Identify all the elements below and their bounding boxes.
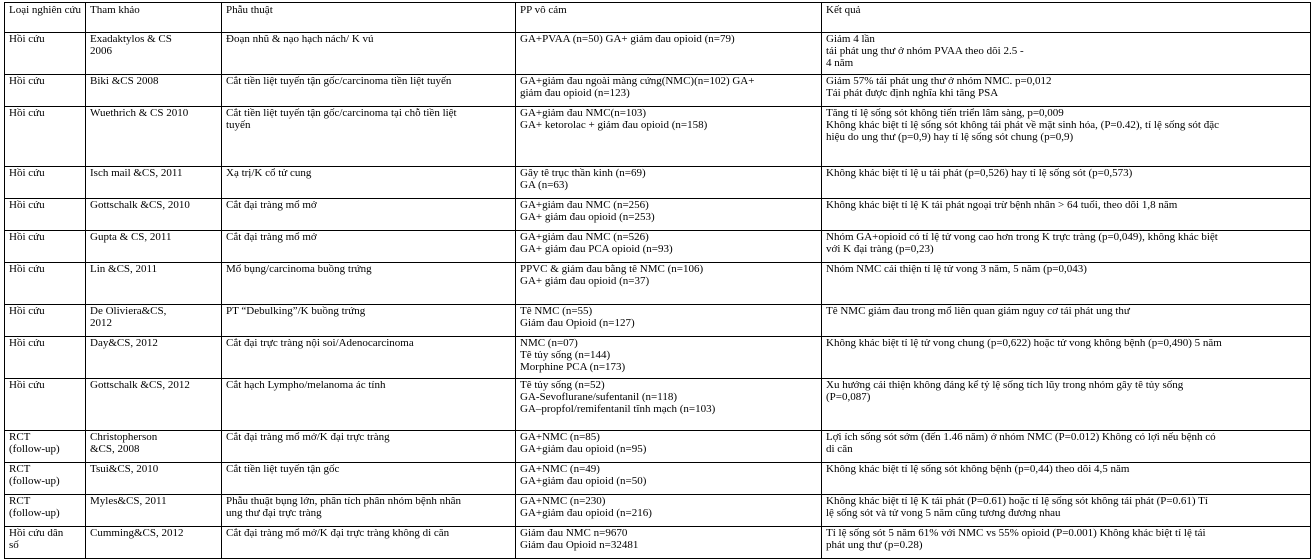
cell-anesthesia [516,167,822,199]
cell-anesthesia-line: GA+giảm đau NMC (n=256) [520,199,649,211]
cell-surgery-line: Cắt đại tràng mổ mở/K đại trực tràng [226,431,390,443]
cell-study-type-line: Hồi cứu [9,231,45,243]
cell-reference-line: Gupta & CS, 2011 [90,231,172,243]
cell-result [822,199,1311,231]
cell-result-line: Giảm 4 lần [826,33,875,45]
cell-study-type-line: Hồi cứu [9,263,45,275]
cell-result-line: Không khác biệt tỉ lệ u tái phát (p=0,526) hay tỉ lệ sống sót (p=0,573) [826,167,1133,179]
cell-study-type [5,495,86,527]
cell-reference [86,231,222,263]
cell-anesthesia [516,75,822,107]
cell-surgery [222,231,516,263]
cell-result [822,379,1311,431]
cell-anesthesia-line: GA+NMC (n=230) [520,495,606,507]
table-row [5,337,1311,379]
cell-surgery-line: Mổ bụng/carcinoma buồng trứng [226,263,372,275]
table-row [5,199,1311,231]
cell-anesthesia [516,199,822,231]
cell-anesthesia-line: GA+giảm đau ngoài màng cứng(NMC)(n=102) GA+ [520,75,755,87]
cell-surgery [222,337,516,379]
cell-anesthesia [516,527,822,559]
cell-study-type [5,379,86,431]
cell-anesthesia [516,495,822,527]
cell-study-type-line: số [9,539,19,551]
cell-anesthesia-line: Tê NMC (n=55) [520,305,593,317]
cell-anesthesia-line: GA+giảm đau opioid (n=216) [520,507,652,519]
cell-anesthesia-line: GA+ giảm đau opioid (n=253) [520,211,655,223]
cell-anesthesia-line: GA-Sevoflurane/sufentanil (n=118) [520,391,678,403]
cell-study-type [5,305,86,337]
header-anesthesia: PP vô cảm [516,3,822,33]
cell-study-type [5,33,86,75]
cell-result-line: Tê NMC giảm đau trong mổ liên quan giảm nguy cơ tái phát ung thư [826,305,1130,317]
cell-anesthesia-line: GA+NMC (n=49) [520,463,600,475]
cell-anesthesia-line: Giảm đau NMC n=9670 [520,527,628,539]
cell-anesthesia [516,263,822,305]
cell-study-type [5,167,86,199]
cell-result-line: với K đại tràng (p=0,23) [826,243,934,255]
cell-study-type-line: Hồi cứu [9,305,45,317]
table-row [5,495,1311,527]
cell-result [822,33,1311,75]
table-row [5,463,1311,495]
cell-study-type-line: Hồi cứu [9,107,45,119]
cell-result [822,463,1311,495]
cell-result-line: Không khác biệt tỉ lệ K tái phát (P=0.61) hoặc tỉ lệ sống sót không tái phát (P=0.61) Tỉ [826,495,1208,507]
cell-reference [86,305,222,337]
cell-result [822,263,1311,305]
cell-anesthesia-line: GA+NMC (n=85) [520,431,600,443]
table-row [5,305,1311,337]
cell-result-line: Không khác biệt tỉ lệ K tái phát ngoại trừ bệnh nhân > 64 tuổi, theo dõi 1,8 năm [826,199,1178,211]
study-table [4,2,1311,559]
cell-result-line: Nhóm GA+opioid có tỉ lệ tử vong cao hơn trong K trực tràng (p=0,049), không khác biệt [826,231,1218,243]
cell-result-line: Giảm 57% tái phát ung thư ở nhóm NMC. p=0,012 [826,75,1052,87]
cell-surgery [222,495,516,527]
cell-surgery [222,199,516,231]
table-row [5,263,1311,305]
cell-result-line: tái phát ung thư ở nhóm PVAA theo dõi 2.5 - [826,45,1024,57]
cell-anesthesia-line: GA+ giảm đau PCA opioid (n=93) [520,243,673,255]
table-row [5,107,1311,167]
table-row [5,431,1311,463]
cell-reference-line: Gottschalk &CS, 2010 [90,199,190,211]
cell-anesthesia [516,337,822,379]
cell-surgery [222,431,516,463]
cell-anesthesia-line: PPVC & giảm đau bằng tê NMC (n=106) [520,263,704,275]
cell-reference-line: Tsui&CS, 2010 [90,463,159,475]
cell-anesthesia [516,379,822,431]
cell-reference-line: Isch mail &CS, 2011 [90,167,183,179]
cell-reference-line: Day&CS, 2012 [90,337,158,349]
cell-study-type [5,75,86,107]
cell-anesthesia [516,305,822,337]
cell-reference-line: &CS, 2008 [90,443,140,455]
cell-result [822,527,1311,559]
header-result: Kết quả [822,3,1311,33]
cell-surgery-line: Cắt tiền liệt tuyến tận gốc/carcinoma tiền liệt tuyến [226,75,452,87]
cell-result-line: hiệu do ung thư (p=0,9) hay tỉ lệ sống sót chung (p=0,9) [826,131,1074,143]
cell-reference-line: Biki &CS 2008 [90,75,159,87]
table-row [5,527,1311,559]
cell-study-type-line: (follow-up) [9,507,60,519]
cell-study-type [5,463,86,495]
cell-study-type [5,263,86,305]
cell-result [822,337,1311,379]
cell-surgery [222,305,516,337]
cell-surgery-line: Đoạn nhũ & nạo hạch nách/ K vú [226,33,374,45]
cell-reference-line: Cumming&CS, 2012 [90,527,184,539]
cell-anesthesia [516,431,822,463]
cell-reference [86,337,222,379]
cell-study-type [5,431,86,463]
cell-result-line: lệ sống sót và tử vong 5 năm cũng tương đương nhau [826,507,1061,519]
cell-reference-line: Wuethrich & CS 2010 [90,107,189,119]
table-row [5,75,1311,107]
cell-surgery-line: Cắt hạch Lympho/melanoma ác tính [226,379,386,391]
cell-study-type-line: Hồi cứu [9,199,45,211]
cell-result [822,75,1311,107]
cell-reference [86,75,222,107]
cell-surgery [222,107,516,167]
cell-result-line: Tái phát được định nghĩa khi tăng PSA [826,87,999,99]
cell-anesthesia [516,231,822,263]
header-reference: Tham khảo [86,3,222,33]
cell-anesthesia-line: GA+giảm đau opioid (n=95) [520,443,647,455]
cell-surgery-line: PT “Debulking”/K buồng trứng [226,305,366,317]
cell-study-type-line: RCT [9,495,31,507]
cell-anesthesia-line: Morphine PCA (n=173) [520,361,626,373]
cell-anesthesia-line: GA (n=63) [520,179,569,191]
cell-study-type [5,107,86,167]
cell-surgery-line: Cắt đại tràng mổ mở [226,199,317,211]
cell-anesthesia-line: Giảm đau Opioid n=32481 [520,539,639,551]
cell-reference [86,33,222,75]
cell-reference-line: De Oliviera&CS, [90,305,167,317]
cell-study-type-line: (follow-up) [9,475,60,487]
cell-study-type-line: Hồi cứu [9,167,45,179]
cell-result [822,431,1311,463]
cell-anesthesia-line: NMC (n=07) [520,337,578,349]
cell-anesthesia-line: GA+giảm đau NMC(n=103) [520,107,647,119]
cell-reference [86,463,222,495]
cell-result-line: (P=0,087) [826,391,871,403]
cell-anesthesia-line: Tê tủy sống (n=144) [520,349,611,361]
cell-anesthesia-line: Gây tê trục thần kinh (n=69) [520,167,646,179]
cell-reference-line: Lin &CS, 2011 [90,263,158,275]
cell-surgery-line: Cắt tiền liệt tuyến tận gốc/carcinoma tại chỗ tiền liệt [226,107,457,119]
cell-reference-line: Gottschalk &CS, 2012 [90,379,190,391]
cell-reference [86,263,222,305]
cell-result [822,305,1311,337]
cell-result-line: Không khác biệt tỉ lệ tử vong chung (p=0,622) hoặc tử vong không bệnh (p=0,490) 5 năm [826,337,1222,349]
cell-surgery [222,33,516,75]
cell-result [822,167,1311,199]
cell-anesthesia-line: GA+ ketorolac + giảm đau opioid (n=158) [520,119,708,131]
cell-anesthesia-line: GA–propfol/remifentanil tĩnh mạch (n=103) [520,403,716,415]
cell-study-type-line: Hồi cứu [9,337,45,349]
cell-anesthesia [516,33,822,75]
cell-result-line: Tỉ lệ sống sót 5 năm 61% với NMC vs 55% opioid (P=0.001) Không khác biệt tỉ lệ tái [826,527,1206,539]
cell-anesthesia-line: Giảm đau Opioid (n=127) [520,317,635,329]
cell-study-type-line: RCT [9,431,31,443]
header-study-type: Loại nghiên cứu [5,3,86,33]
table-row [5,167,1311,199]
cell-study-type [5,231,86,263]
cell-anesthesia-line: giảm đau opioid (n=123) [520,87,630,99]
cell-reference [86,379,222,431]
cell-study-type-line: Hồi cứu [9,75,45,87]
cell-surgery-line: Cắt tiền liệt tuyến tận gốc [226,463,340,475]
cell-reference-line: Christopherson [90,431,158,443]
cell-anesthesia [516,107,822,167]
table-body [5,33,1311,559]
cell-reference-line: Myles&CS, 2011 [90,495,167,507]
cell-study-type-line: (follow-up) [9,443,60,455]
cell-surgery-line: Xạ trị/K cổ tử cung [226,167,312,179]
cell-reference [86,107,222,167]
cell-anesthesia-line: Tê tủy sống (n=52) [520,379,605,391]
cell-study-type-line: Hồi cứu [9,379,45,391]
cell-result-line: di căn [826,443,853,455]
cell-surgery-line: Cắt đại trực tràng nội soi/Adenocarcinoma [226,337,414,349]
cell-surgery [222,379,516,431]
cell-anesthesia-line: GA+PVAA (n=50) GA+ giảm đau opioid (n=79) [520,33,735,45]
cell-anesthesia [516,463,822,495]
cell-reference [86,199,222,231]
cell-anesthesia-line: GA+ giảm đau opioid (n=37) [520,275,650,287]
cell-reference [86,431,222,463]
cell-surgery [222,463,516,495]
cell-result-line: Nhóm NMC cải thiện tỉ lệ tử vong 3 năm, 5 năm (p=0,043) [826,263,1087,275]
cell-reference [86,167,222,199]
cell-surgery-line: ung thư đại trực tràng [226,507,322,519]
cell-surgery-line: Phẫu thuật bụng lớn, phân tích phân nhóm bệnh nhân [226,495,461,507]
cell-anesthesia-line: GA+giảm đau NMC (n=526) [520,231,649,243]
cell-anesthesia-line: GA+giảm đau opioid (n=50) [520,475,647,487]
cell-result [822,495,1311,527]
cell-study-type-line: RCT [9,463,31,475]
table-row [5,231,1311,263]
cell-surgery [222,75,516,107]
cell-reference [86,495,222,527]
cell-surgery-line: Cắt đại tràng mổ mở/K đại trực tràng không di căn [226,527,450,539]
cell-study-type-line: Hồi cứu [9,33,45,45]
cell-reference [86,527,222,559]
cell-result-line: Xu hướng cải thiện không đáng kể tỷ lệ sống tích lũy trong nhóm gây tê tủy sống [826,379,1184,391]
header-row [5,3,1311,33]
cell-reference-line: Exadaktylos & CS [90,33,172,45]
cell-result-line: 4 năm [826,57,854,69]
cell-result-line: Lợi ích sống sót sớm (đến 1.46 năm) ở nhóm NMC (P=0.012) Không có lợi nếu bệnh có [826,431,1216,443]
header-surgery: Phẫu thuật [222,3,516,33]
cell-surgery [222,527,516,559]
cell-study-type [5,527,86,559]
cell-result-line: Không khác biệt tỉ lệ sống sót không bệnh (p=0,44) theo dõi 4,5 năm [826,463,1130,475]
cell-surgery [222,167,516,199]
cell-study-type-line: Hồi cứu dân [9,527,64,539]
cell-reference-line: 2006 [90,45,112,57]
cell-result-line: Tăng tỉ lệ sống sót không tiến triển lâm sàng, p=0,009 [826,107,1064,119]
cell-result-line: Không khác biệt tỉ lệ sống sót không tái phát về mặt sinh hóa, (P=0.42), tỉ lệ sống sót đặc [826,119,1219,131]
cell-study-type [5,199,86,231]
cell-result [822,107,1311,167]
cell-surgery-line: Cắt đại tràng mổ mở [226,231,317,243]
cell-study-type [5,337,86,379]
cell-result-line: phát ung thư (p=0.28) [826,539,923,551]
cell-surgery [222,263,516,305]
cell-result [822,231,1311,263]
table-row [5,379,1311,431]
cell-reference-line: 2012 [90,317,112,329]
cell-surgery-line: tuyến [226,119,251,131]
table-row [5,33,1311,75]
